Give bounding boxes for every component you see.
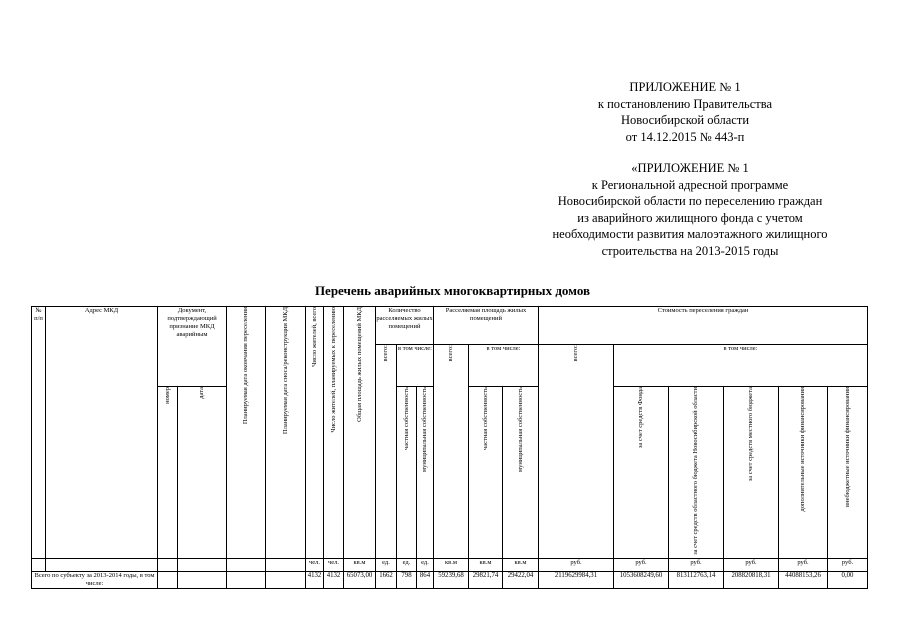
units-row	[32, 558, 868, 571]
unit-cell: ед.	[397, 558, 417, 571]
total-row	[32, 571, 868, 588]
unit-cell: руб.	[724, 558, 779, 571]
total-value: 4132	[306, 571, 324, 588]
unit-cell: кв.м	[434, 558, 469, 571]
unit-cell: чел.	[306, 558, 324, 571]
rooms-total-header: всего:	[382, 345, 389, 362]
col-planned-resettle-header: Планируемая дата окончания переселения	[242, 307, 249, 425]
unit-cell: ед.	[376, 558, 397, 571]
unit-cell: кв.м	[503, 558, 539, 571]
total-row-label: Всего по субъекту за 2013-2014 годы, в том числе:	[32, 571, 158, 588]
cost-incl-header: в том числе:	[614, 345, 868, 387]
header1-line: Новосибирской области	[620, 113, 750, 127]
total-value: 813112763,14	[669, 571, 724, 588]
header2-line: Новосибирской области по переселению граждан	[557, 194, 823, 208]
total-value: 0,00	[828, 571, 868, 588]
grp-cost-header: Стоимость переселения граждан	[539, 307, 868, 345]
rooms-private-header: частная собственность	[402, 387, 410, 451]
header2-line: «ПРИЛОЖЕНИЕ № 1	[631, 161, 749, 175]
grp-rooms-header: Количество расселяемых жилых помещений	[376, 307, 434, 345]
doc-number-header: номер	[163, 387, 171, 404]
cost-regional-header: за счет средств областного бюджета Новосибирской области	[692, 387, 699, 555]
col-address-header: Адрес МКД	[46, 307, 158, 559]
total-value: 1053608249,60	[614, 571, 669, 588]
unit-cell: чел.	[324, 558, 344, 571]
doc-date-header: дата	[198, 387, 205, 399]
area-incl-header: в том числе:	[469, 345, 539, 387]
col-total-area-header: Общая площадь жилых помещений МКД	[355, 307, 363, 422]
houses-table	[31, 306, 868, 589]
total-value: 59239,68	[434, 571, 469, 588]
col-num-header: № п/п	[32, 307, 46, 559]
total-value: 4132	[324, 571, 344, 588]
document-title: Перечень аварийных многоквартирных домов	[314, 283, 591, 298]
unit-cell: руб.	[779, 558, 828, 571]
unit-cell: руб.	[828, 558, 868, 571]
cost-total-header: всего:	[572, 345, 579, 362]
total-value: 29422,04	[503, 571, 539, 588]
total-value: 65073,00	[344, 571, 376, 588]
header-block-2	[510, 160, 870, 259]
total-value: 44088153,26	[779, 571, 828, 588]
cost-fund-header: за счет средств Фонда	[637, 387, 644, 449]
header2-line: из аварийного жилищного фонда с учетом	[577, 210, 803, 225]
unit-cell: руб.	[614, 558, 669, 571]
unit-cell: кв.м	[344, 558, 376, 571]
total-value: 864	[417, 571, 434, 588]
header-block-1	[560, 79, 810, 145]
area-municipal-header: муниципальная собственность	[516, 387, 524, 473]
col-residents-planned-header: Число жителей, планируемых к переселению	[329, 307, 337, 433]
unit-cell: руб.	[669, 558, 724, 571]
unit-cell: руб.	[539, 558, 614, 571]
header1-line: от 14.12.2015 № 443-п	[625, 129, 745, 144]
cost-additional-header: дополнительные источники финансирования	[799, 387, 806, 512]
header1-line: к постановлению Правительства	[597, 96, 773, 111]
area-total-header: всего:	[447, 345, 454, 362]
total-value: 208820818,31	[724, 571, 779, 588]
col-planned-demolish-header: Планируемая дата сноса/реконструкции МКД	[281, 307, 289, 435]
header2-line: к Региональной адресной программе	[591, 177, 789, 192]
header2-line: строительства на 2013-2015 годы	[601, 243, 779, 258]
total-value: 2119629984,31	[539, 571, 614, 588]
total-value: 798	[397, 571, 417, 588]
area-private-header: частная собственность	[481, 387, 489, 451]
rooms-incl-header: в том числе:	[397, 345, 434, 387]
unit-cell: кв.м	[469, 558, 503, 571]
col-residents-total-header: Число жителей, всего	[310, 307, 318, 367]
total-value: 29821,74	[469, 571, 503, 588]
rooms-municipal-header: муниципальная собственность	[421, 387, 428, 473]
header1-line: ПРИЛОЖЕНИЕ № 1	[629, 80, 741, 94]
cost-offbudget-header: внебюджетные источники финансирования	[843, 387, 851, 507]
grp-area-header: Расселяемая площадь жилых помещений	[434, 307, 539, 345]
col-document-header: Документ, подтверждающий признание МКД аварийным	[158, 307, 227, 387]
header2-line: необходимости развития малоэтажного жилищного	[552, 227, 828, 241]
total-value: 1662	[376, 571, 397, 588]
unit-cell: ед.	[417, 558, 434, 571]
cost-local-header: за счет средств местного бюджета	[747, 387, 754, 482]
